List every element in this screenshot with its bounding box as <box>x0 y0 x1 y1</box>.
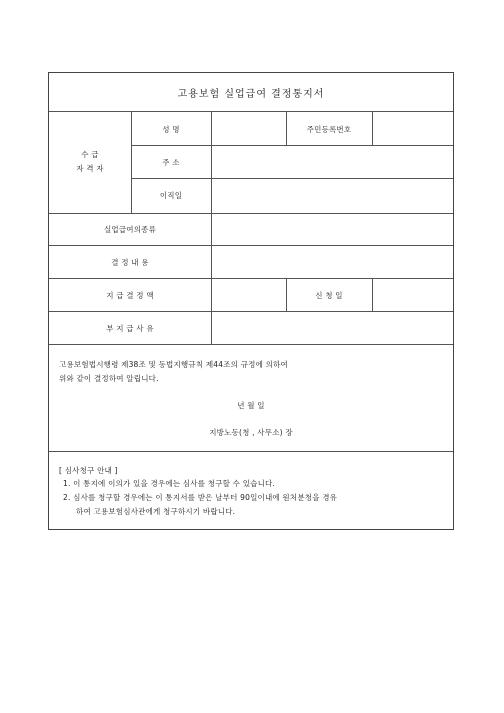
notice-date: 년 월 일 <box>237 401 265 410</box>
benefit-type-field[interactable] <box>212 214 453 245</box>
resident-id-label: 주민등록번호 <box>306 125 352 134</box>
divider <box>49 451 453 452</box>
benefit-type-label: 실업급여의종류 <box>103 225 157 234</box>
address-field[interactable] <box>212 146 453 178</box>
name-label: 성 명 <box>162 125 180 134</box>
payment-amount-field[interactable] <box>212 279 286 311</box>
application-date-field[interactable] <box>373 279 453 311</box>
appeal-item: 1. 이 통지에 이의가 있을 경우에는 심사를 청구할 수 있습니다. <box>63 479 276 488</box>
recipient-group-label: 자 격 자 <box>76 164 104 173</box>
document-title: 고용보험 실업급여 결정통지서 <box>177 89 325 100</box>
address-label: 주 소 <box>162 158 180 167</box>
appeal-item: 2. 심사를 청구할 경우에는 이 통지서를 받은 날부터 90일이내에 원처분청을 경유 <box>63 493 338 502</box>
non-payment-reason-label: 부 지 급 사 유 <box>106 324 154 333</box>
notice-text: 위와 같이 결정하여 알립니다. <box>59 374 159 383</box>
name-field[interactable] <box>212 112 286 145</box>
resident-id-field[interactable] <box>373 112 453 145</box>
appeal-header: [ 심사청구 안내 ] <box>59 466 118 475</box>
notice-text: 고용보험법시행령 제38조 및 동법지행규칙 제44조의 규정에 의하여 <box>59 360 288 369</box>
issuing-office: 지방노동(청 , 사무소) 장 <box>209 428 293 437</box>
decision-content-label: 결 정 내 용 <box>111 258 149 267</box>
application-date-label: 신 청 일 <box>315 291 343 300</box>
divider <box>49 344 453 345</box>
recipient-group-label: 수 급 <box>81 150 99 159</box>
leave-date-field[interactable] <box>212 179 453 213</box>
appeal-item: 하여 고용보험심사관에게 청구하시기 바랍니다. <box>76 507 236 516</box>
non-payment-reason-field[interactable] <box>212 312 453 344</box>
payment-amount-label: 지 급 결 정 액 <box>106 291 154 300</box>
decision-notice-form <box>48 72 454 530</box>
decision-content-field[interactable] <box>212 246 453 278</box>
leave-date-label: 이직일 <box>159 191 183 200</box>
